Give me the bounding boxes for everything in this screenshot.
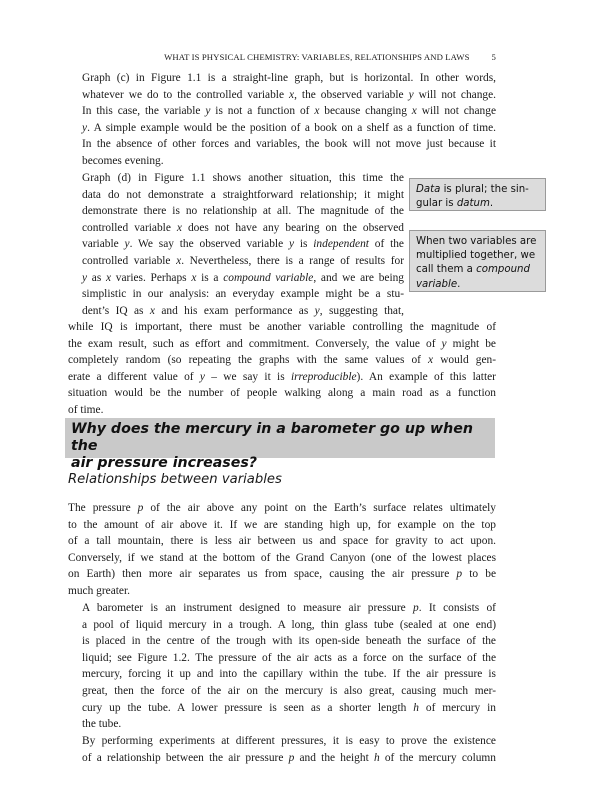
paragraph-graph-d	[68, 170, 404, 319]
paragraph-graph-c	[68, 70, 496, 170]
text-line: controlled variable x. Nevertheless, there is a range of results for	[82, 254, 404, 267]
note-text: call them a	[416, 264, 477, 276]
text-line: whatever we do to the controlled variable x, the observed variable y will not change.	[82, 88, 497, 101]
text-line: y. A simple example would be the position of a book on a shelf as a function of time.	[82, 121, 496, 134]
note-text: When two variables are	[416, 236, 537, 247]
margin-note-compound-variable	[409, 230, 546, 292]
text-line: mercury, forcing it up and into the capillary within the tube. If the air pressure is	[82, 668, 496, 681]
note-em-datum: datum	[456, 198, 490, 210]
text-line: becomes evening.	[82, 154, 164, 167]
text-line: of time.	[68, 403, 104, 416]
text-line: a pool of liquid mercury in a trough. A long, thin glass tube (sealed at one end)	[82, 618, 496, 631]
section-heading-box	[65, 418, 495, 471]
note-em-compound: compound	[476, 264, 530, 276]
section-heading-line1: Why does the mercury in a barometer go up when the	[71, 421, 473, 454]
section-heading-line2: air pressure increases?	[71, 455, 258, 471]
running-head-title: WHAT IS PHYSICAL CHEMISTRY: VARIABLES, RELATIONSHIPS AND LAWS	[164, 52, 470, 62]
text-line: much greater.	[68, 584, 130, 597]
paragraph-graph-d-continued	[68, 319, 496, 419]
text-line: variable y. We say the observed variable y is independent of the	[82, 238, 404, 251]
text-line: The pressure p of the air above any point on the Earth’s surface relates ultimately	[68, 502, 496, 514]
text-line: cury up the tube. A lower pressure is seen as a shorter length h of mercury in	[82, 701, 496, 714]
text-line: Graph (c) in Figure 1.1 is a straight-line graph, but is horizontal. In other words,	[82, 72, 496, 84]
subheading: Relationships between variables	[68, 472, 282, 487]
paragraph-experiments	[68, 733, 496, 766]
text-line: A barometer is an instrument designed to measure air pressure p. It consists of	[82, 602, 496, 614]
text-line: erate a different value of y – we say it is irreproducible). An example of this latter	[68, 370, 496, 383]
paragraph-text	[68, 600, 496, 733]
text-line: completely random (so repeating the graphs with the same values of x would gen-	[68, 354, 496, 367]
paragraph-text-wide	[68, 319, 496, 419]
note-em-data: Data	[416, 184, 441, 195]
paragraph-text	[68, 70, 496, 170]
paragraph-barometer	[68, 600, 496, 733]
text-line: data do not demonstrate a straightforward relationship; it might	[82, 188, 404, 201]
margin-note-data-plural	[409, 178, 546, 211]
page-number: 5	[491, 52, 496, 62]
text-line: great, then the force of the air on the mercury is also great, causing much mer-	[82, 684, 496, 697]
paragraph-text-narrow	[68, 170, 404, 319]
text-line: the exam result, such as effort and commitment. Conversely, the value of y might be	[68, 337, 496, 350]
note-text: is plural; the sin-	[440, 184, 529, 195]
text-line: the tube.	[82, 718, 122, 731]
note-text: .	[457, 278, 461, 290]
text-line: of a tall mountain, there is less air between us and space for gravity to act upon.	[68, 535, 496, 548]
paragraph-text	[68, 500, 496, 600]
text-line: is placed in the centre of the trough with its open-side beneath the surface of the	[82, 635, 496, 648]
note-text: gular is	[416, 198, 457, 210]
text-line: simplistic in our analysis: an everyday example might be a stu-	[82, 288, 404, 301]
note-em-variable: variable	[416, 278, 458, 290]
text-line: liquid; see Figure 1.2. The pressure of the air acts as a force on the surface of the	[82, 651, 496, 664]
text-line: controlled variable x does not have any bearing on the observed	[82, 221, 404, 234]
text-line: Conversely, if we stand at the bottom of the Grand Canyon (one of the lowest places	[68, 551, 496, 564]
text-line: to the amount of air above it. If we are standing high up, for example on the top	[68, 518, 496, 531]
paragraph-air-pressure	[68, 500, 496, 600]
text-line: In the absence of other forces and variables, the book will not move just because it	[82, 138, 496, 151]
note-text: .	[489, 198, 494, 210]
text-line: Graph (d) in Figure 1.1 shows another situation, this time the	[82, 172, 404, 184]
text-line: demonstrate there is no relationship at all. The magnitude of the	[82, 205, 404, 218]
note-text: multiplied together, we	[416, 250, 536, 262]
text-line: By performing experiments at different pressures, it is easy to prove the existence	[82, 735, 496, 747]
running-head	[68, 52, 496, 62]
text-line: situation would be the number of people walking along a main road as a function	[68, 387, 496, 400]
text-line: of a relationship between the air pressure p and the height h of the mercury column	[82, 751, 496, 764]
text-line: on Earth) then more air separates us from space, causing the air pressure p to be	[68, 568, 496, 581]
text-line: while IQ is important, there must be another variable controlling the magnitude of	[68, 321, 496, 333]
text-line: y as x varies. Perhaps x is a compound variable, and we are being	[82, 271, 405, 284]
paragraph-text	[68, 733, 496, 766]
text-line: In this case, the variable y is not a function of x because changing x will not change	[82, 105, 497, 118]
text-line: dent’s IQ as x and his exam performance as y, suggesting that,	[82, 304, 405, 317]
